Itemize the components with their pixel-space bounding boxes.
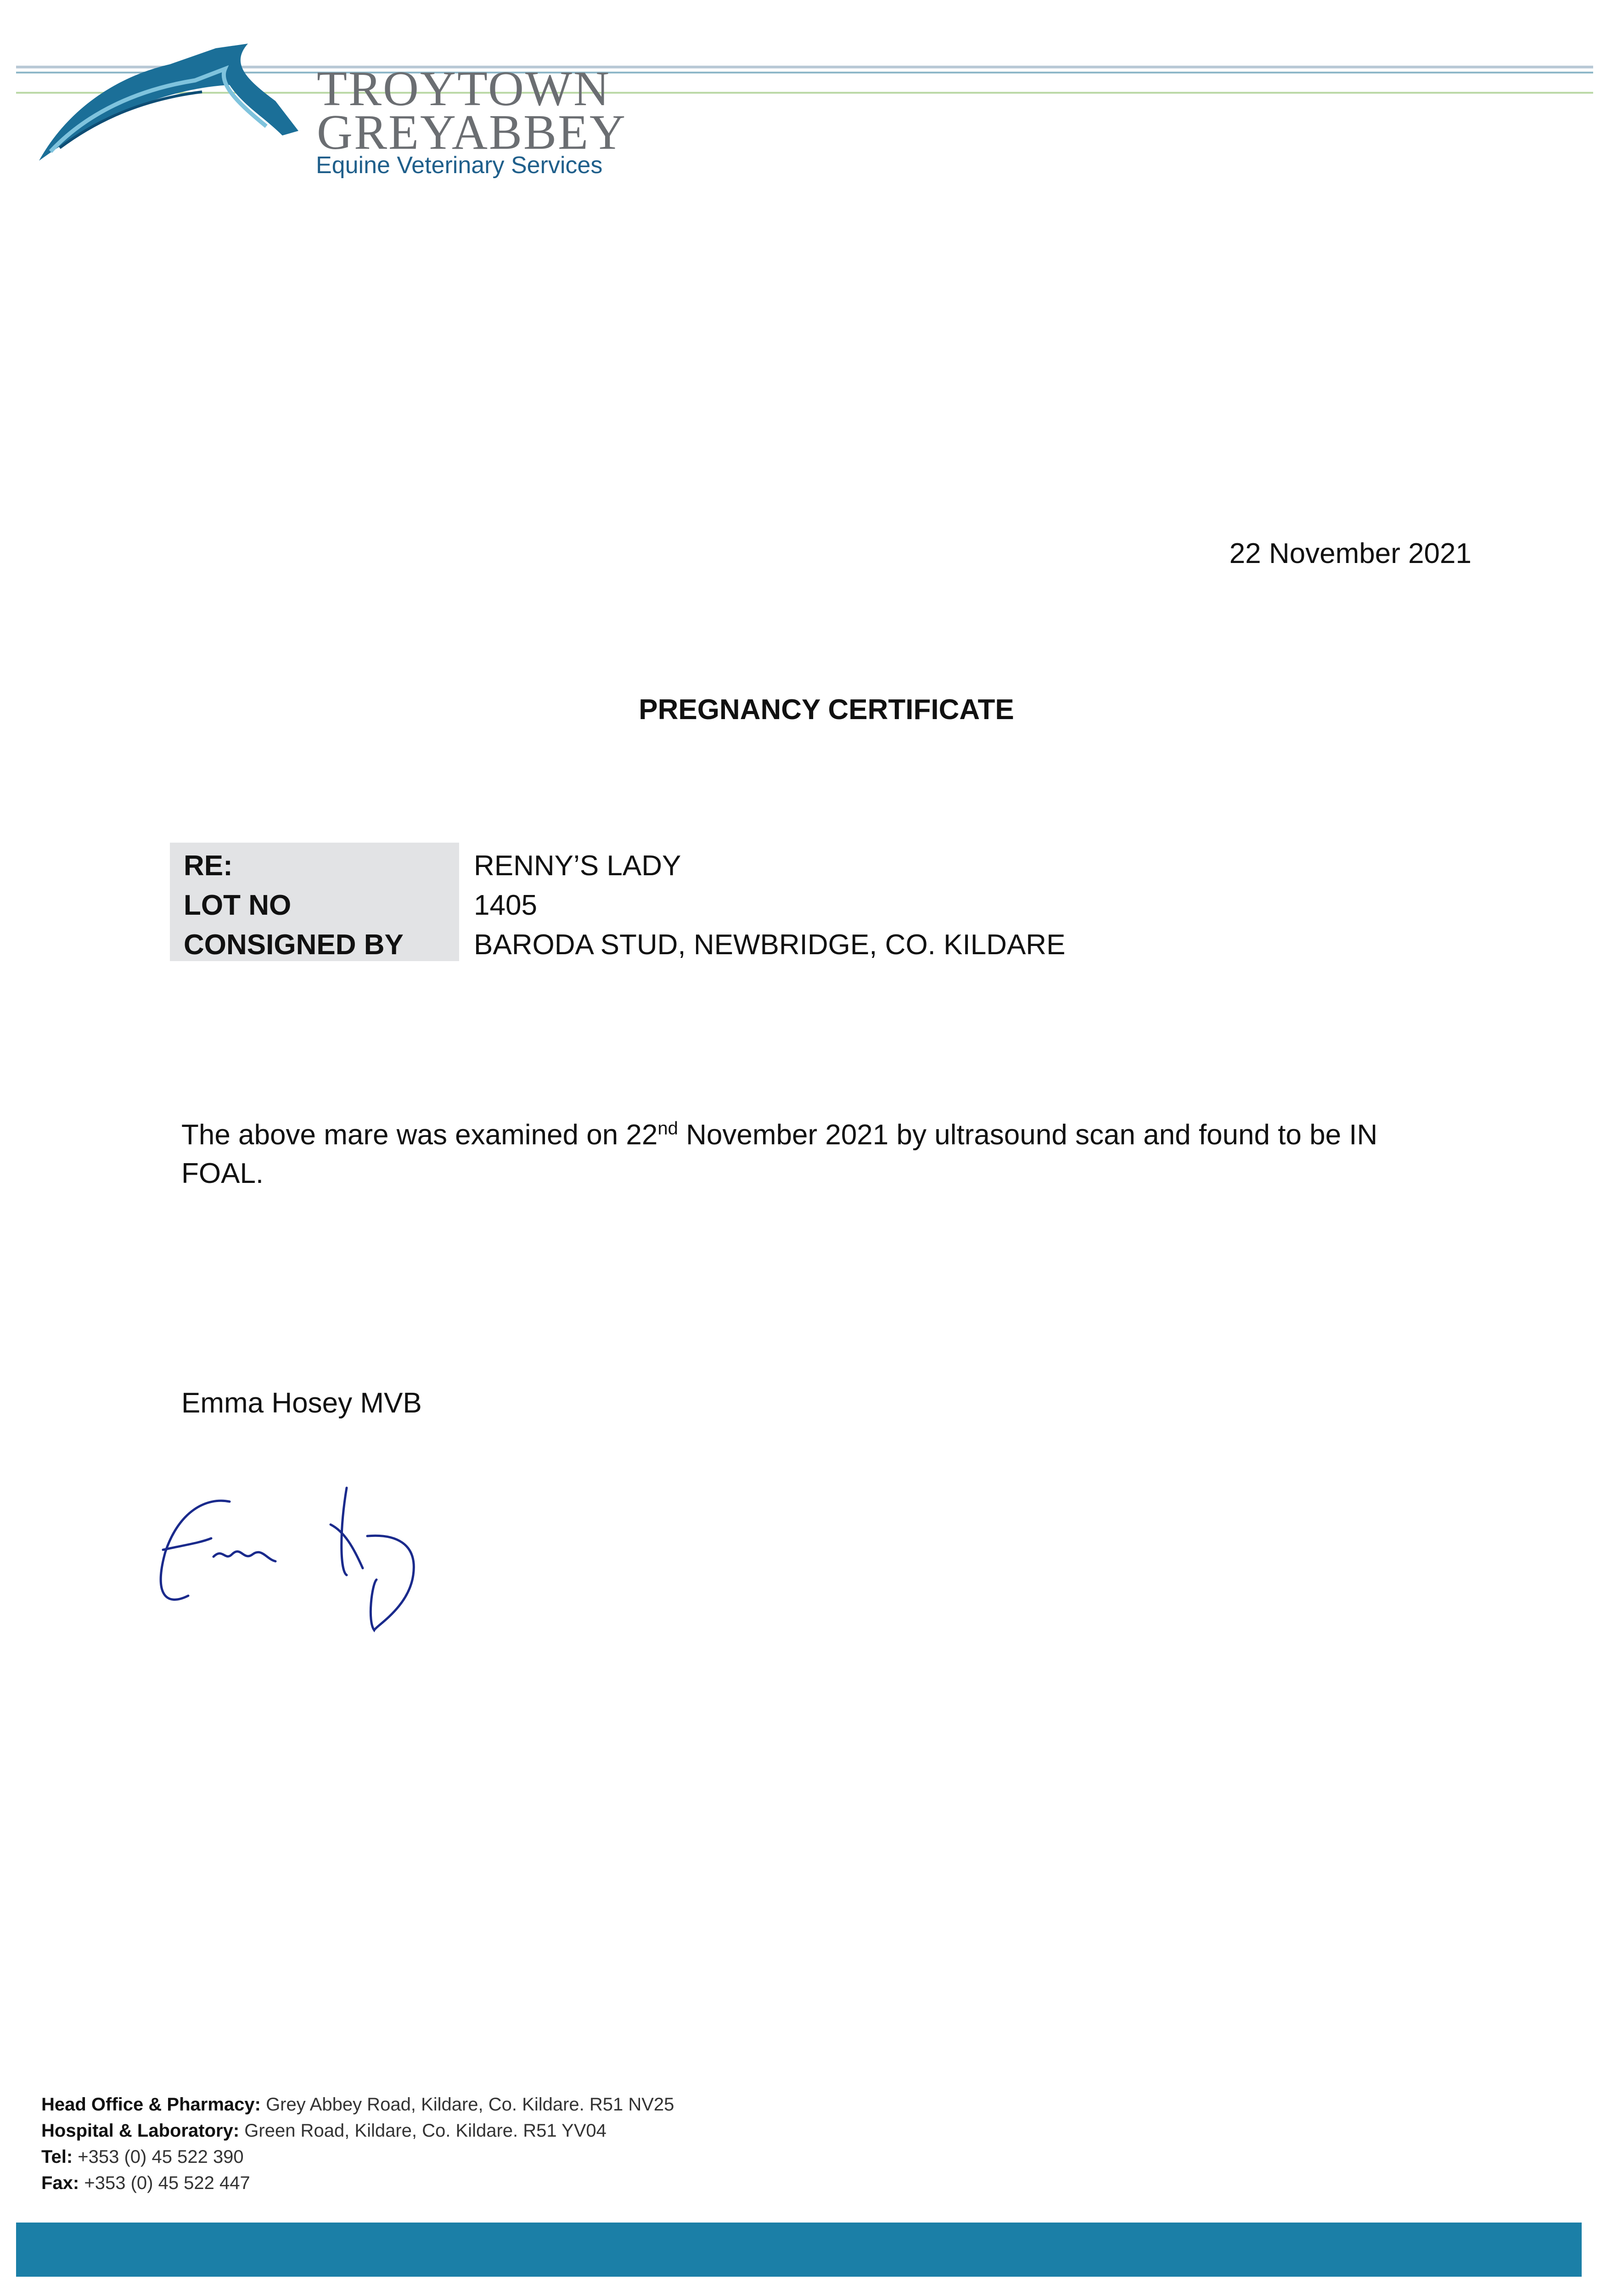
horse-head-logo-icon (32, 37, 317, 179)
statement-part-1: The above mare was examined on 22 (181, 1119, 658, 1151)
detail-label-re: RE: (184, 850, 233, 882)
statement-part-2: November 2021 by ultrasound scan and found to be IN FOAL. (181, 1119, 1378, 1189)
detail-value-consigned-by: BARODA STUD, NEWBRIDGE, CO. KILDARE (474, 929, 1066, 961)
detail-label-consigned-by: CONSIGNED BY (184, 929, 404, 961)
document-date: 22 November 2021 (1229, 538, 1471, 569)
detail-value-re: RENNY’S LADY (474, 850, 681, 882)
statement-day-suffix: nd (657, 1118, 678, 1139)
page-title: PREGNANCY CERTIFICATE (639, 694, 1014, 726)
logo-name-line2: GREYABBEY (317, 105, 627, 160)
footer-tel: Tel: +353 (0) 45 522 390 (41, 2147, 244, 2167)
signer-name: Emma Hosey MVB (181, 1387, 422, 1419)
logo-name-line1: TROYTOWN (317, 62, 611, 116)
logo-subtitle: Equine Veterinary Services (316, 152, 603, 179)
footer-head-office: Head Office & Pharmacy: Grey Abbey Road, Kildare, Co. Kildare. R51 NV25 (41, 2094, 674, 2115)
footer-fax: Fax: +353 (0) 45 522 447 (41, 2173, 250, 2193)
footer-contact (41, 2092, 674, 2196)
detail-value-lot-no: 1405 (474, 889, 537, 921)
footer-bar (16, 2223, 1582, 2277)
handwritten-signature (138, 1469, 459, 1644)
footer-hospital: Hospital & Laboratory: Green Road, Kildare, Co. Kildare. R51 YV04 (41, 2121, 607, 2141)
detail-label-lot-no: LOT NO (184, 889, 292, 921)
certificate-statement (181, 1116, 1467, 1193)
